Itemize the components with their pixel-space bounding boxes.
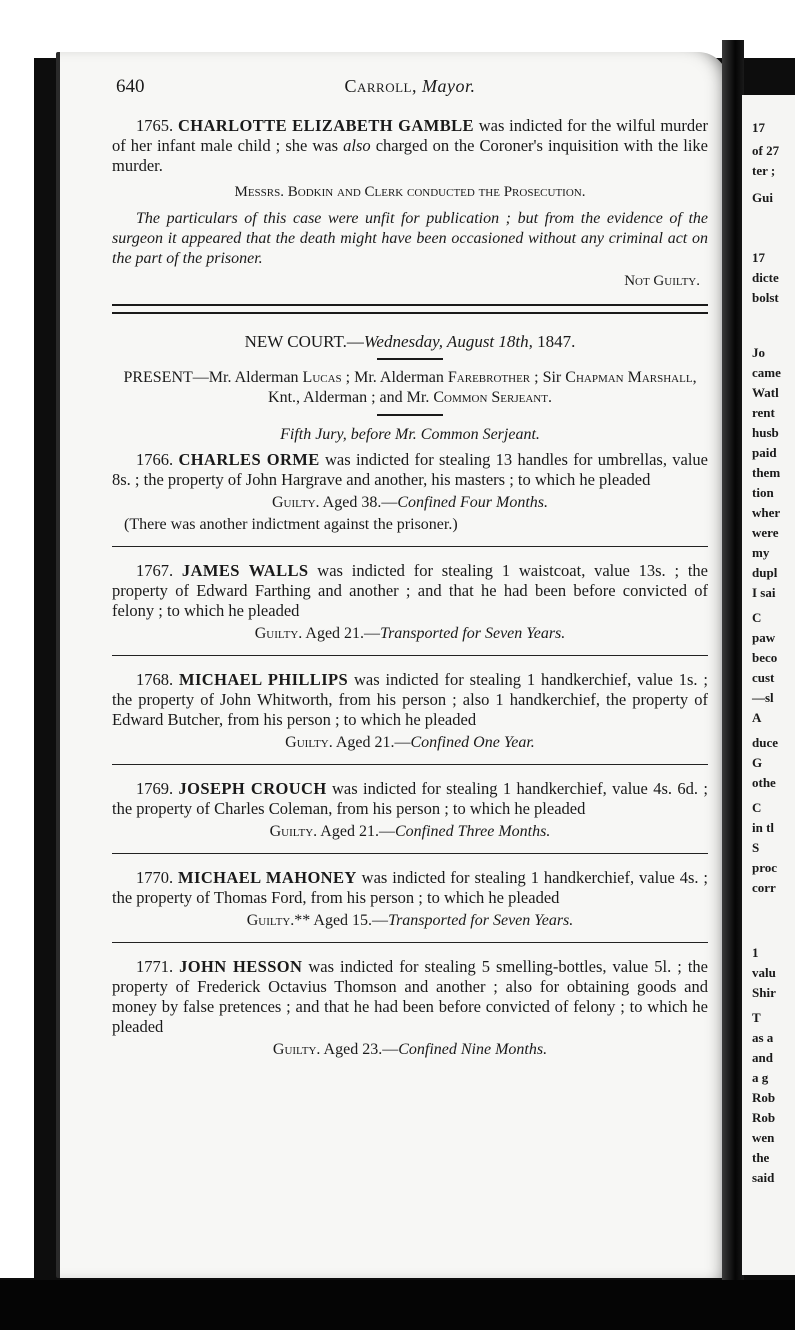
case-note: (There was another indictment against the prisoner.) (124, 516, 458, 533)
facing-page-text: T (752, 1010, 761, 1025)
case-number: 1765. (136, 116, 174, 135)
facing-page-text: —sl (752, 690, 774, 705)
running-title-office: Mayor. (422, 76, 476, 96)
facing-page-text: in tl (752, 820, 775, 835)
case-number: 1767. (136, 561, 174, 580)
verdict: Not Guilty. (624, 273, 700, 289)
case-1767 (112, 561, 708, 643)
facing-page-text: rent (752, 405, 775, 420)
facing-page-text: Rob (752, 1110, 776, 1125)
facing-page-text: paw (752, 630, 776, 645)
verdict: Guilty. (285, 734, 333, 751)
facing-page-text: 17 (752, 250, 765, 265)
facing-page-text: ter ; (752, 163, 776, 178)
facing-page-text: bolst (752, 290, 779, 305)
case-number: 1770. (136, 868, 174, 887)
verdict-line (112, 912, 708, 930)
case-text (112, 450, 708, 490)
facing-page-text: husb (752, 425, 779, 440)
case-1765 (112, 116, 708, 290)
case-text (112, 561, 708, 621)
case-text-part: charged on the Coroner's inquisition with the like murder. (112, 136, 708, 175)
common-serjeant: Common Serjeant (433, 389, 548, 406)
case-1768 (112, 670, 708, 752)
case-text-part: was indicted for stealing 1 waistcoat, value 13s. ; the property of Edward Farthing and another ; and that he had been before convicted of felony ; to which he pleaded (112, 561, 708, 620)
alderman-lucas: Lucas (302, 369, 342, 386)
present-text: , Knt., Alderman ; and Mr. (268, 369, 697, 406)
case-text-part: was indicted for stealing 1 handkerchief, value 4s. ; the property of Thomas Ford, from his person ; to which he pleaded (112, 868, 708, 907)
present-list (112, 368, 708, 408)
verdict-line (112, 625, 708, 643)
verdict: Guilty.** (246, 912, 311, 929)
facing-page-text: and (752, 1050, 773, 1065)
defendant-name: JOHN HESSON (179, 957, 303, 976)
short-divider (377, 358, 443, 360)
facing-page-text: Shir (752, 985, 776, 1000)
facing-page-text: wen (752, 1130, 775, 1145)
court-heading (112, 332, 708, 352)
case-text-part: was indicted for stealing 1 handkerchief, value 1s. ; the property of John Whitworth, from his person ; also 1 handkerchief, the property of Edward Butcher, from his person ; to which he pleaded (112, 670, 709, 729)
case-text (112, 670, 708, 730)
facing-page-text: dupl (752, 565, 778, 580)
defendant-name: CHARLES ORME (178, 450, 320, 469)
case-particulars: The particulars of this case were unfit for publication ; but from the evidence of the surgeon it appeared that the death might have been occasioned without any criminal act on the part of the prisoner. (112, 210, 708, 267)
sentence: Confined One Year. (410, 734, 535, 751)
facing-page-text: 1 (752, 945, 759, 960)
sentence: Confined Four Months. (397, 494, 548, 511)
present-text: ; Mr. Alderman (341, 369, 448, 386)
defendant-name: MICHAEL MAHONEY (178, 868, 357, 887)
case-text-part: was indicted for stealing 13 handles for umbrellas, value 8s. ; the property of John Hargrave and another, his masters ; to which he pleaded (112, 450, 708, 489)
age: Aged 21.— (332, 734, 411, 751)
facing-page-text: as a (752, 1030, 774, 1045)
facing-page-text: tion (752, 485, 774, 500)
facing-page-text: A (752, 710, 762, 725)
sentence: Confined Three Months. (394, 823, 551, 840)
facing-page-text: a g (752, 1070, 769, 1085)
verdict: Guilty. (269, 823, 318, 840)
case-text (112, 868, 708, 908)
section-divider (112, 304, 708, 314)
facing-page-text: them (752, 465, 781, 480)
alderman-marshall: Chapman Marshall (565, 369, 693, 386)
facing-page-text: beco (752, 650, 778, 665)
facing-page-text: othe (752, 775, 776, 790)
case-text-part: was indicted for the wilful murder of her infant male child ; she was (112, 116, 708, 155)
case-number: 1771. (136, 957, 174, 976)
case-1769 (112, 779, 708, 841)
age: Aged 21.— (317, 823, 395, 840)
verdict-line (112, 734, 708, 752)
verdict: Guilty. (254, 625, 303, 642)
present-text: PRESENT—Mr. Alderman (123, 369, 303, 386)
defendant-name: MICHAEL PHILLIPS (179, 670, 349, 689)
court-label: NEW COURT.— (244, 332, 364, 351)
facing-page-text: paid (752, 445, 777, 460)
case-text-part: was indicted for stealing 1 handkerchief, value 4s. 6d. ; the property of Charles Coleman, from his person ; to which he pleaded (112, 779, 708, 818)
facing-page-text: valu (752, 965, 776, 980)
case-1771 (112, 957, 708, 1059)
sentence: Transported for Seven Years. (388, 912, 574, 929)
case-divider (112, 942, 708, 943)
facing-page-fragment (742, 95, 795, 1275)
facing-page-text: Gui (752, 190, 773, 205)
age: Aged 23.— (320, 1041, 399, 1058)
case-text-part: was indicted for stealing 5 smelling-bottles, value 5l. ; the property of Frederick Octavius Thomson and another ; also for obtaining goods and money by false pretences ; and that he had been before convicted of felony ; to which he pleaded (112, 957, 708, 1036)
case-text-emphasis: also (343, 136, 371, 155)
facing-page-text: C (752, 800, 762, 815)
case-text (112, 957, 708, 1037)
facing-page-text: wher (752, 505, 781, 520)
case-number: 1766. (136, 450, 174, 469)
case-1766 (112, 450, 708, 534)
short-divider (377, 414, 443, 416)
court-date: Wednesday, August 18th, (363, 332, 533, 351)
facing-page-text: I sai (752, 585, 776, 600)
verdict-line (112, 823, 708, 841)
verdict-line (112, 1041, 708, 1059)
facing-page-text: Watl (752, 385, 779, 400)
case-text (112, 116, 708, 176)
facing-page-text: Jo (752, 345, 765, 360)
case-divider (112, 655, 708, 656)
running-title-name: Carroll, (344, 76, 417, 96)
facing-page-text: Rob (752, 1090, 776, 1105)
scan-margin-top (0, 0, 795, 58)
facing-page-text: duce (752, 735, 778, 750)
case-divider (112, 546, 708, 547)
book-spine (722, 40, 744, 1290)
case-text (112, 779, 708, 819)
facing-page-text: proc (752, 860, 778, 875)
sentence: Transported for Seven Years. (380, 625, 566, 642)
verdict: Guilty. (272, 494, 320, 511)
case-divider (112, 764, 708, 765)
case-number: 1768. (136, 670, 174, 689)
scan-margin-left (0, 58, 34, 1278)
facing-page-text: G (752, 755, 763, 770)
facing-page-text: were (752, 525, 779, 540)
scan-margin-bottom (0, 1280, 795, 1330)
page-number: 640 (116, 76, 145, 97)
facing-page-text: the (752, 1150, 770, 1165)
facing-page-text: said (752, 1170, 775, 1185)
present-text: ; Sir (530, 369, 566, 386)
defendant-name: JAMES WALLS (181, 561, 309, 580)
age: Aged 38.— (319, 494, 398, 511)
defendant-name: JOSEPH CROUCH (178, 779, 327, 798)
facing-page-text: corr (752, 880, 776, 895)
present-text: . (547, 389, 552, 406)
defendant-name: CHARLOTTE ELIZABETH GAMBLE (177, 116, 474, 135)
verdict: Guilty. (272, 1041, 321, 1058)
case-number: 1769. (136, 779, 174, 798)
jury-heading: Fifth Jury, before Mr. Common Serjeant. (280, 426, 540, 443)
running-header (112, 72, 708, 102)
case-1770 (112, 868, 708, 930)
facing-page-text: S (752, 840, 760, 855)
court-year: 1847. (532, 332, 576, 351)
running-title (112, 76, 708, 97)
age: Aged 15.— (310, 912, 389, 929)
facing-page-text: my (752, 545, 770, 560)
sentence: Confined Nine Months. (398, 1041, 548, 1058)
verdict-line (112, 494, 708, 512)
facing-page-text: C (752, 610, 762, 625)
facing-page-text: came (752, 365, 781, 380)
facing-page-text: 17 (752, 120, 765, 135)
page-content (112, 72, 708, 1059)
prosecution-note: Messrs. Bodkin and Clerk conducted the Prosecution. (234, 184, 586, 200)
age: Aged 21.— (302, 625, 381, 642)
case-divider (112, 853, 708, 854)
facing-page-text: of 27 (752, 143, 780, 158)
alderman-farebrother: Farebrother (447, 369, 531, 386)
facing-page-text: dicte (752, 270, 779, 285)
facing-page-text: cust (752, 670, 775, 685)
